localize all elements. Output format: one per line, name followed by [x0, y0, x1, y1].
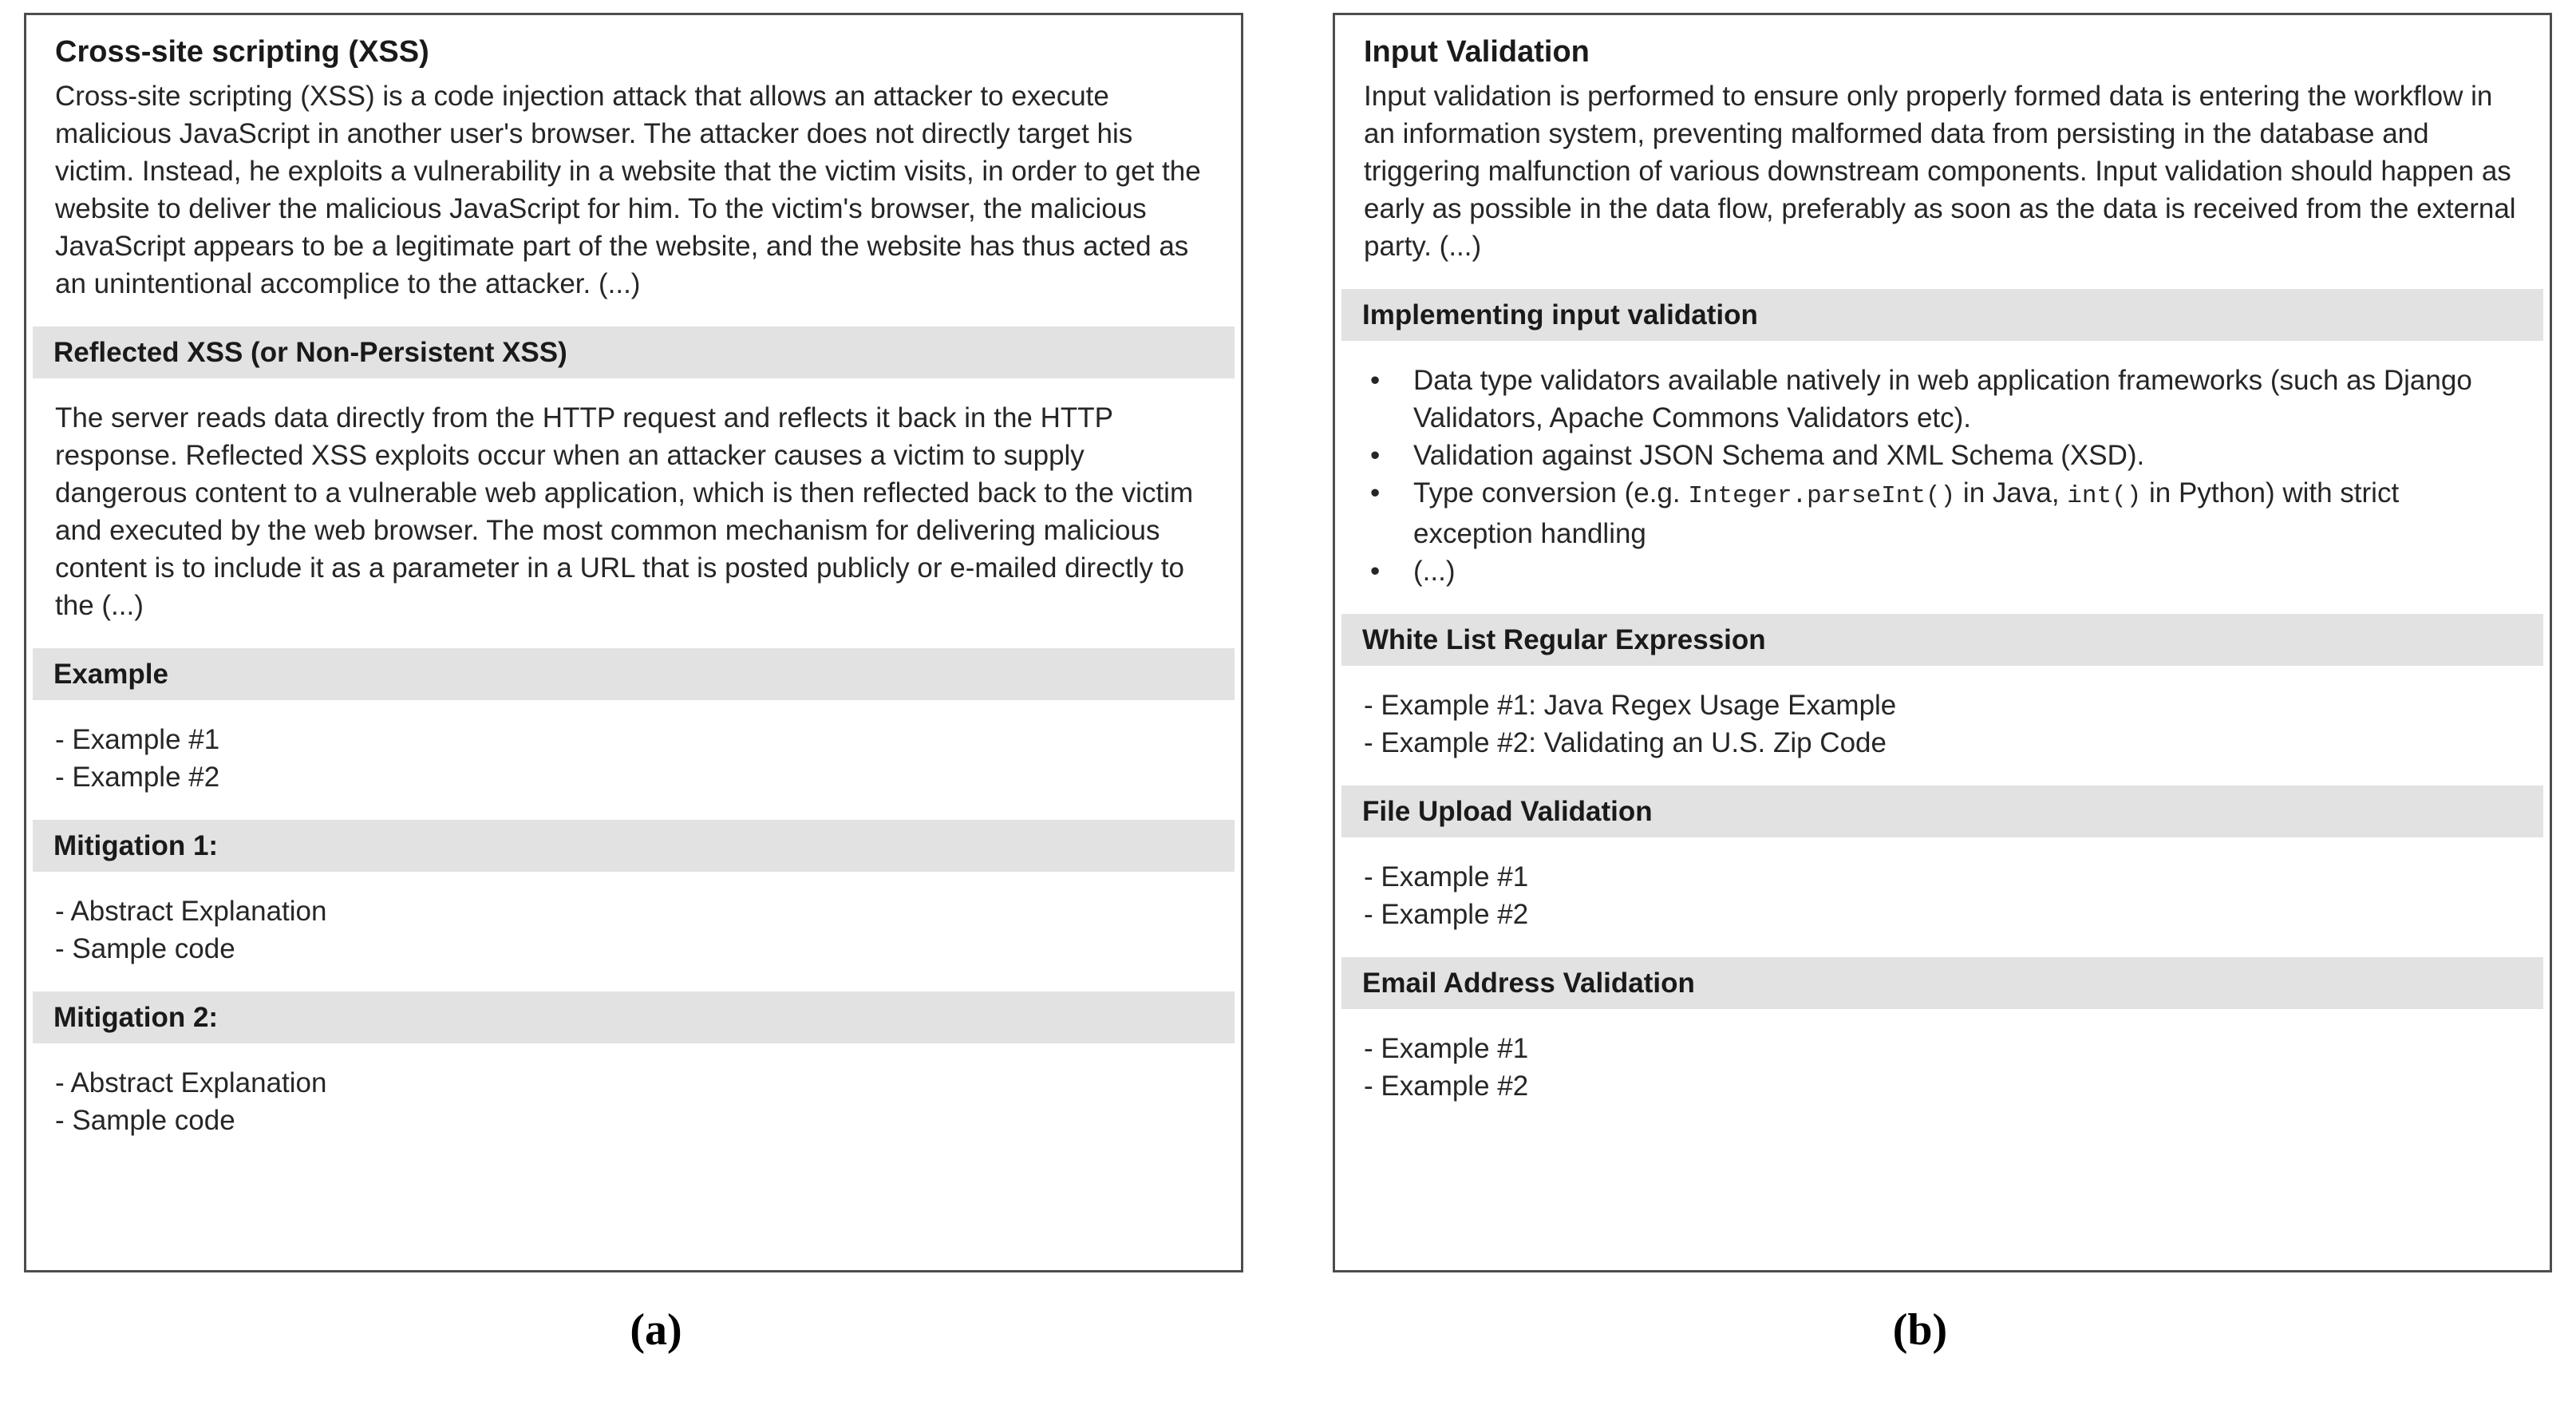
panel-b-title: Input Validation [1364, 35, 1590, 69]
bullet-icon: • [1370, 365, 1381, 396]
section-header-file-upload-validation: File Upload Validation [1341, 786, 2543, 837]
regex-example-2: - Example #2: Validating an U.S. Zip Code [1364, 727, 1887, 758]
panel-a-title: Cross-site scripting (XSS) [55, 35, 429, 69]
section-header-mitigation-1: Mitigation 1: [33, 820, 1235, 872]
bullet-text [1413, 474, 2521, 552]
bullet-text: (...) [1413, 556, 1456, 587]
bullet-text: Validation against JSON Schema and XML Schema (XSD). [1413, 440, 2145, 471]
example-item-1: - Example #1 [55, 724, 220, 755]
figure-captions [0, 1272, 2576, 1355]
list-item [1364, 552, 2521, 590]
bullet-icon: • [1370, 477, 1381, 509]
caption-a: (a) [630, 1305, 682, 1355]
mitigation-2-item-2: - Sample code [55, 1105, 235, 1136]
mitigation-2-item-1: - Abstract Explanation [55, 1067, 327, 1098]
panel-a-xss [24, 13, 1243, 1272]
panel-a-intro-paragraph: Cross-site scripting (XSS) is a code injection attack that allows an attacker to execute malicious JavaScript in another user's browser. The attacker does not directly target his victim. Instead, he exploits a vulnerability in a website that the victim visits, in order to get the website to deliver the malicious JavaScript for him. To the victim's browser, the malicious JavaScript appears to be a legitimate part of the website, and the website has thus acted as an unintentional accomplice to the attacker. (...) [55, 81, 1201, 299]
list-item [1364, 474, 2521, 552]
inline-code: Integer.parseInt() [1688, 482, 1956, 510]
section-header-mitigation-2: Mitigation 2: [33, 991, 1235, 1043]
list-item [1364, 437, 2521, 474]
bullet-text-segment: Type conversion (e.g. [1413, 477, 1689, 509]
bullet-icon: • [1370, 440, 1381, 471]
reflected-xss-paragraph: The server reads data directly from the HTTP request and reflects it back in the HTTP response. Reflected XSS exploits occur when an attacker causes a victim to supply dangerous content to a vulnerable web application, which is then reflected back to the victim and executed by the web browser. The most common mechanism for delivering malicious content is to include it as a parameter in a URL that is posted publicly or e-mailed directly to the (...) [55, 402, 1194, 621]
section-header-reflected-xss: Reflected XSS (or Non-Persistent XSS) [33, 327, 1235, 378]
regex-example-1: - Example #1: Java Regex Usage Example [1364, 690, 1897, 721]
inline-code: int() [2067, 482, 2142, 510]
example-item-2: - Example #2 [55, 762, 220, 793]
bullet-text-segment: in Python) with strict exception handling [1413, 477, 2400, 549]
bullet-icon: • [1370, 556, 1381, 587]
panel-b-input-validation [1333, 13, 2552, 1272]
caption-b: (b) [1892, 1305, 1948, 1355]
section-header-white-list-regex: White List Regular Expression [1341, 614, 2543, 666]
implementation-bullet-list [1364, 362, 2521, 590]
file-upload-example-1: - Example #1 [1364, 861, 1529, 892]
email-example-1: - Example #1 [1364, 1033, 1529, 1064]
bullet-text-segment: in Java, [1955, 477, 2068, 509]
mitigation-1-item-2: - Sample code [55, 933, 235, 964]
list-item [1364, 362, 2521, 437]
panel-b-intro-paragraph: Input validation is performed to ensure only properly formed data is entering the workflow in an information system, preventing malformed data from persisting in the database and triggering malfunction of various downstream components. Input validation should happen as early as possible in the data flow, preferably as soon as the data is received from the external party. (...) [1364, 81, 2516, 262]
bullet-text: Data type validators available natively in web application frameworks (such as Django Validators, Apache Commons Validators etc). [1413, 365, 2472, 433]
file-upload-example-2: - Example #2 [1364, 899, 1529, 930]
section-header-implementing-input-validation: Implementing input validation [1341, 289, 2543, 341]
email-example-2: - Example #2 [1364, 1071, 1529, 1102]
section-header-email-validation: Email Address Validation [1341, 957, 2543, 1009]
mitigation-1-item-1: - Abstract Explanation [55, 896, 327, 927]
section-header-example: Example [33, 648, 1235, 700]
